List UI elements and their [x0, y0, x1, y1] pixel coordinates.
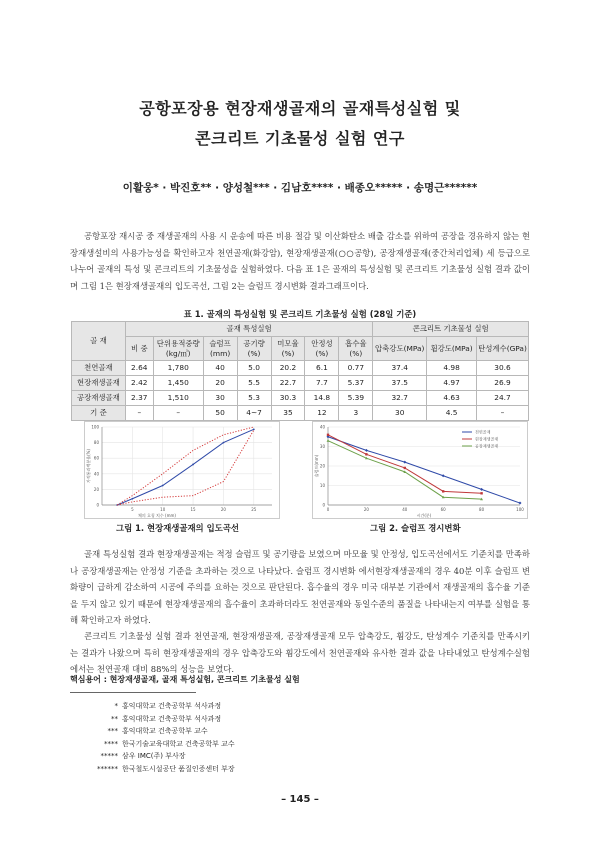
table-header-group1: 골재 특성실험 [125, 322, 372, 337]
y-tick-label: 0 [96, 502, 99, 508]
figure1-caption: 그림 1. 현장재생골재의 입도곡선 [116, 523, 239, 533]
table-header-aggregate: 골 재 [72, 322, 126, 361]
table-cell: – [153, 406, 203, 421]
table-row [72, 361, 529, 376]
y-tick-label: 40 [319, 424, 325, 430]
legend-label: 현장재생골재 [475, 436, 499, 442]
conclusion-paragraph: 콘크리트 기초물성 실험 결과 천연골재, 현장재생골재, 공장재생골재 모두 압축강도, 휨강도, 탄성계수 기준치를 만족시키는 결과가 나왔으며 특히 현장재생골재의 경우 압축강도와 휨강도에서 천연골재와 유사한 결과 값을 나타내었고 탄성계수실험에서는 천연골재 대비 88%의 성능을 보였다. [70, 631, 530, 675]
table-row [72, 391, 529, 406]
data-point [442, 490, 444, 492]
table-cell: 1,450 [153, 376, 203, 391]
table-cell: 2.42 [125, 376, 153, 391]
figure2-caption: 그림 2. 슬럼프 경시변화 [370, 523, 461, 533]
x-axis-label: 체의 호칭 치수 (mm) [138, 513, 176, 518]
table-cell: 40 [203, 361, 237, 376]
table-cell: 37.4 [373, 361, 427, 376]
table-cell: 30 [373, 406, 427, 421]
footnote-mark: ** [111, 714, 118, 723]
table-cell: 3 [339, 406, 373, 421]
gradation-curve-chart [84, 421, 280, 519]
table-cell: 24.7 [477, 391, 529, 406]
y-tick-label: 20 [319, 463, 325, 469]
table-cell: 50 [203, 406, 237, 421]
data-point [327, 434, 329, 436]
authors: 이활웅* · 박진호** · 양성철*** · 김남호**** · 배종오***** · 송명근****** [122, 182, 478, 194]
results-paragraph: 골재 특성실험 결과 현장재생골재는 적정 슬럼프 및 공기량을 보였으며 마모율 및 안정성, 입도곡선에서도 기준치를 만족하나 공장재생골재는 안정성 기준을 초과하는 것으로 나타났다. 슬럼프 경시변화 에서현장재생골재의 경우 40분 이후 슬럼프 변화량이 급하게 감소하여 시공에 주의를 요하는 것으로 판단된다. 흡수율의 경우 미국 대부분 기관에서 재생골재의 흡수율 기준을 두지 않고 있기 때문에 현장재생골재의 흡수율이 초과하더라도 천연골재와 동일수준의 품질을 나타내는지 여부를 실험을 통해 확인하고자 하였다. [70, 549, 530, 626]
table-cell: 5.37 [339, 376, 373, 391]
y-tick-label: 0 [322, 502, 325, 508]
table-cell: 20 [203, 376, 237, 391]
table-cell: 0.77 [339, 361, 373, 376]
table-cell: 20.2 [271, 361, 305, 376]
table-col-header: 단위용적중량(kg/㎥) [153, 337, 203, 361]
y-tick-label: 20 [93, 486, 99, 492]
y-axis-label: 가적통과백분율(%) [86, 449, 91, 483]
table-header-group2: 콘크리트 기초물성 실험 [373, 322, 529, 337]
data-point [131, 498, 133, 500]
table-cell: 1,510 [153, 391, 203, 406]
table-cell: 4.97 [427, 376, 477, 391]
table-cell: 4~7 [237, 406, 271, 421]
table-col-header: 휨강도(MPa) [427, 337, 477, 361]
table-row-label: 현장재생골재 [72, 376, 126, 391]
x-tick-label: 25 [251, 507, 257, 512]
footnote [70, 713, 370, 726]
footnote [70, 700, 370, 713]
table-cell: 26.9 [477, 376, 529, 391]
x-tick-label: 10 [160, 507, 166, 512]
table-cell: 5.39 [339, 391, 373, 406]
table-row-label: 천연골재 [72, 361, 126, 376]
footnote-divider [70, 692, 196, 693]
footnote-mark: ***** [100, 752, 118, 760]
table-cell: 5.3 [237, 391, 271, 406]
data-point [162, 485, 164, 487]
footnote [70, 750, 370, 763]
table-cell: 37.5 [373, 376, 427, 391]
table-row-label: 기 준 [72, 406, 126, 421]
data-point [192, 464, 194, 466]
x-tick-label: 60 [440, 507, 446, 512]
x-tick-label: 0 [326, 507, 330, 512]
y-tick-label: 30 [319, 444, 325, 449]
table-cell: 12 [305, 406, 339, 421]
intro-paragraph: 공항포장 재시공 중 재생골재의 사용 시 운송에 따른 비용 절감 및 이산화탄소 배출 감소를 위하여 공장을 경유하지 않는 현장재생설비의 사용가능성을 확인하고자 천연골재(화강암), 현장재생골재(○○공항), 공장재생골재(중간처리업체) 세 등급으로 나누어 골재의 특성 및 콘크리트의 기초물성을 실험하였다. 다음 표 1은 골재의 특성실험 및 콘크리트 기초물성 실험 결과 값이며 그림 1은 현장재생골재의 입도곡선, 그림 2는 슬럼프 경시변화 결과그래프이다. [70, 231, 530, 291]
footnote [70, 763, 370, 776]
table-col-header: 흡수율(%) [339, 337, 373, 361]
table-cell: 6.1 [305, 361, 339, 376]
legend-label: 천연골재 [475, 429, 491, 435]
table-col-header: 공기량(%) [237, 337, 271, 361]
table-cell: 32.7 [373, 391, 427, 406]
x-tick-label: 5 [131, 507, 134, 512]
x-tick-label: 20 [363, 507, 369, 512]
table-cell: 5.0 [237, 361, 271, 376]
table-col-header: 비 중 [125, 337, 153, 361]
footnote-mark: ****** [97, 764, 118, 773]
table-cell: 7.7 [305, 376, 339, 391]
footnote-text: 홍익대학교 건축공학부 석사과정 [122, 714, 222, 723]
table-cell: 1,780 [153, 361, 203, 376]
data-point [365, 453, 367, 455]
table-row [72, 406, 529, 421]
results-table [71, 321, 529, 421]
table-cell: 4.5 [427, 406, 477, 421]
table-cell: 30.3 [271, 391, 305, 406]
table-cell: 4.98 [427, 361, 477, 376]
y-tick-label: 80 [93, 440, 99, 446]
data-point [223, 442, 225, 444]
table-cell: – [477, 406, 529, 421]
footnote-text: 홍익대학교 건축공학부 교수 [122, 727, 208, 735]
data-point [253, 428, 255, 430]
table-col-header: 안정성(%) [305, 337, 339, 361]
table-col-header: 압축강도(MPa) [373, 337, 427, 361]
table-cell: 30 [203, 391, 237, 406]
y-tick-label: 40 [93, 471, 99, 477]
x-tick-label: 15 [190, 507, 196, 512]
footnote-mark: *** [107, 727, 118, 735]
data-point [480, 492, 482, 494]
page-number: – 145 – [281, 794, 319, 805]
y-tick-label: 10 [319, 483, 325, 488]
table-cell: 22.7 [271, 376, 305, 391]
table-col-header: 슬럼프(mm) [203, 337, 237, 361]
table-cell: 2.37 [125, 391, 153, 406]
data-point [404, 467, 406, 469]
legend-label: 공장재생골재 [475, 443, 499, 449]
paper-title-line1: 공항포장용 현장재생골재의 골재특성실험 및 [139, 99, 461, 118]
x-tick-label: 80 [479, 507, 485, 512]
table-cell: 14.8 [305, 391, 339, 406]
slump-loss-chart [312, 421, 528, 519]
table-caption: 표 1. 골재의 특성실험 및 콘크리트 기초물성 실험 (28일 기준) [183, 309, 417, 319]
x-tick-label: 40 [402, 507, 408, 512]
footnote [70, 738, 370, 751]
table-row [72, 376, 529, 391]
footnote-mark: **** [104, 739, 118, 748]
table-col-header: 탄성계수(GPa) [477, 337, 529, 361]
x-tick-label: 100 [516, 507, 524, 512]
table-cell: – [125, 406, 153, 421]
table-cell: 30.6 [477, 361, 529, 376]
y-tick-label: 60 [93, 455, 99, 461]
x-tick-label: 20 [220, 507, 226, 512]
footnote-text: 한국철도시설공단 품질인증센터 부장 [122, 764, 235, 773]
y-axis-label: 슬럼프(mm) [314, 454, 319, 478]
table-row-label: 공장재생골재 [72, 391, 126, 406]
table-cell: 35 [271, 406, 305, 421]
keywords: 핵심용어 : 현장재생골재, 골재 특성실험, 콘크리트 기초물성 실험 [70, 675, 300, 684]
footnote-text: 삼우 IMC(주) 부사장 [122, 752, 186, 760]
footnote [70, 725, 370, 738]
table-cell: 5.5 [237, 376, 271, 391]
table-col-header: 미모율(%) [271, 337, 305, 361]
footnote-mark: * [114, 702, 118, 710]
table-cell: 4.63 [427, 391, 477, 406]
y-tick-label: 100 [91, 424, 99, 430]
x-axis-label: 시간(분) [416, 513, 432, 518]
paper-title-line2: 콘크리트 기초물성 실험 연구 [195, 129, 405, 148]
footnote-text: 한국기술교육대학교 건축공학부 교수 [122, 739, 235, 748]
table-cell: 2.64 [125, 361, 153, 376]
footnote-text: 홍익대학교 건축공학부 석사과정 [122, 702, 222, 710]
